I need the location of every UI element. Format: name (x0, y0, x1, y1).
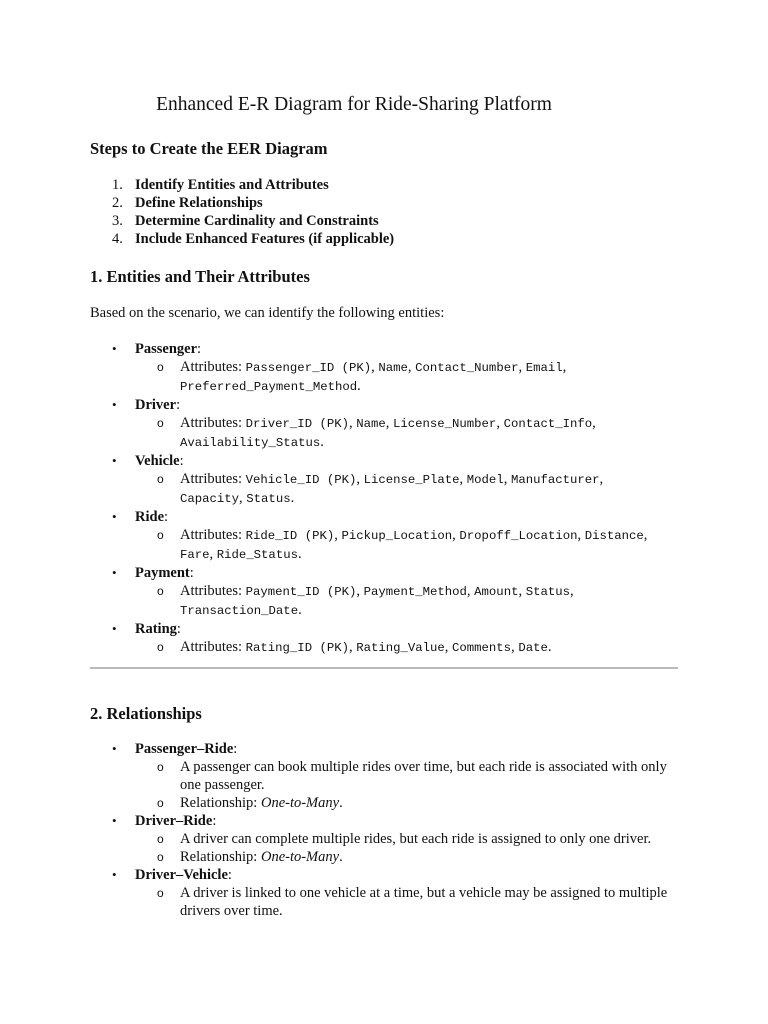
relationship-sublist (135, 830, 690, 866)
attribute-name: Model (466, 473, 504, 487)
attribute-name: Payment_ID (PK) (245, 585, 357, 599)
entities-heading: 1. Entities and Their Attributes (90, 267, 310, 286)
attribute-name: Rating_Value (356, 641, 445, 655)
attribute-separator: , (569, 583, 574, 599)
attribute-sublist (135, 638, 690, 657)
attribute-separator: , (371, 359, 379, 375)
attribute-name: Passenger_ID (PK) (245, 361, 372, 375)
relationship-description-line (135, 884, 690, 920)
entity-item (90, 564, 690, 620)
bullet-icon: • (112, 341, 117, 356)
relationship-name: Driver–Vehicle (135, 867, 228, 883)
bullet-icon: • (112, 509, 117, 524)
attribute-separator: . (297, 546, 302, 562)
attribute-name: License_Number (393, 417, 497, 431)
relationship-item (90, 740, 690, 812)
sub-bullet-icon: o (157, 584, 164, 598)
relationship-type-prefix: Relationship: (180, 849, 261, 865)
entity-name: Vehicle (135, 453, 180, 469)
entity-name: Driver (135, 397, 177, 413)
document-title: Enhanced E-R Diagram for Ride-Sharing Platform (156, 94, 552, 115)
entity-name: Passenger (135, 341, 198, 357)
attribute-sublist (135, 470, 690, 508)
attribute-name: Preferred_Payment_Method (180, 380, 358, 394)
step-label: Include Enhanced Features (if applicable) (135, 231, 395, 247)
attribute-separator: . (547, 639, 552, 655)
relationship-description: A driver can complete multiple rides, but each ride is assigned to only one driver. (180, 831, 652, 847)
relationship-type-line (135, 848, 690, 866)
bullet-icon: • (112, 453, 117, 468)
relationship-colon: : (233, 741, 238, 757)
attribute-name: Dropoff_Location (459, 529, 578, 543)
entity-colon: : (189, 565, 194, 581)
relationship-item (90, 812, 690, 866)
attribute-name: License_Plate (363, 473, 460, 487)
relationship-description-line (135, 830, 690, 848)
entity-name: Payment (135, 565, 190, 581)
attribute-name: Transaction_Date (180, 604, 299, 618)
attribute-name: Name (378, 361, 408, 375)
entity-colon: : (164, 509, 169, 525)
sub-bullet-icon: o (157, 832, 164, 846)
entity-colon: : (176, 621, 181, 637)
attribute-name: Pickup_Location (341, 529, 453, 543)
attribute-separator: , (356, 471, 364, 487)
step-label: Determine Cardinality and Constraints (135, 213, 379, 229)
attribute-separator: , (599, 471, 604, 487)
attribute-name: Status (525, 585, 570, 599)
relationship-list (90, 740, 690, 920)
relationship-period: . (339, 849, 343, 865)
relationship-description: A driver is linked to one vehicle at a time, but a vehicle may be assigned to multiple drivers over time. (180, 885, 668, 919)
attribute-name: Contact_Number (415, 361, 519, 375)
step-number: 2. (112, 195, 123, 211)
entity-colon: : (179, 453, 184, 469)
attribute-separator: . (290, 490, 295, 506)
attribute-name: Capacity (180, 492, 240, 506)
sub-bullet-icon: o (157, 760, 164, 774)
relationship-type-prefix: Relationship: (180, 795, 261, 811)
attribute-separator: , (385, 415, 393, 431)
attribute-separator: , (452, 527, 460, 543)
sub-bullet-icon: o (157, 796, 164, 810)
attributes-prefix: Attributes: (180, 527, 246, 543)
attribute-line (135, 526, 690, 564)
bullet-icon: • (112, 741, 117, 756)
attribute-separator: . (298, 602, 302, 618)
attribute-separator: , (209, 546, 217, 562)
attributes-prefix: Attributes: (180, 471, 246, 487)
attribute-name: Manufacturer (510, 473, 600, 487)
attribute-name: Vehicle_ID (PK) (245, 473, 357, 487)
attribute-separator: , (503, 471, 511, 487)
step-number: 1. (112, 177, 123, 193)
step-item (90, 212, 394, 230)
attribute-separator: , (334, 527, 342, 543)
sub-bullet-icon: o (157, 472, 164, 486)
attribute-line (135, 470, 690, 508)
attributes-prefix: Attributes: (180, 359, 246, 375)
attribute-separator: , (577, 527, 585, 543)
attribute-sublist (135, 582, 690, 620)
relationship-name: Driver–Ride (135, 813, 213, 829)
bullet-icon: • (112, 813, 117, 828)
relationship-sublist (135, 884, 690, 920)
attribute-separator: , (348, 415, 357, 431)
attribute-sublist (135, 414, 690, 452)
attribute-separator: , (239, 490, 247, 506)
entity-item (90, 508, 690, 564)
sub-bullet-icon: o (157, 416, 164, 430)
attribute-name: Name (356, 417, 386, 431)
attribute-name: Contact_Info (503, 417, 593, 431)
attribute-line (135, 358, 690, 396)
relationship-sublist (135, 758, 690, 812)
relationships-heading: 2. Relationships (90, 704, 202, 723)
relationship-description: A passenger can book multiple rides over time, but each ride is associated with only one passenger. (180, 759, 667, 793)
entity-name: Rating (135, 621, 177, 637)
attribute-separator: , (496, 415, 504, 431)
relationship-colon: : (227, 867, 232, 883)
attribute-separator: , (466, 583, 475, 599)
relationship-type: One-to-Many (260, 795, 340, 811)
attribute-separator: . (357, 378, 361, 394)
entities-intro: Based on the scenario, we can identify the following entities: (90, 305, 445, 321)
sub-bullet-icon: o (157, 360, 164, 374)
attribute-name: Fare (180, 548, 210, 562)
attribute-sublist (135, 358, 690, 396)
relationship-colon: : (212, 813, 217, 829)
entity-colon: : (197, 341, 202, 357)
attribute-separator: , (407, 359, 416, 375)
attribute-name: Payment_Method (363, 585, 467, 599)
horizontal-divider (90, 667, 678, 669)
relationship-name: Passenger–Ride (135, 741, 234, 757)
attribute-separator: , (592, 415, 596, 431)
entity-name: Ride (135, 509, 164, 525)
attribute-separator: , (348, 639, 357, 655)
step-item (90, 194, 394, 212)
attribute-separator: , (562, 359, 567, 375)
relationship-item (90, 866, 690, 920)
attribute-separator: , (356, 583, 364, 599)
entity-item (90, 620, 690, 657)
relationship-type-line (135, 794, 690, 812)
attribute-separator: , (511, 639, 519, 655)
entity-item (90, 340, 690, 396)
entity-item (90, 452, 690, 508)
step-item (90, 230, 394, 248)
relationship-type: One-to-Many (260, 849, 340, 865)
sub-bullet-icon: o (157, 886, 164, 900)
attribute-name: Email (525, 361, 563, 375)
attribute-name: Date (518, 641, 548, 655)
attribute-sublist (135, 526, 690, 564)
steps-heading: Steps to Create the EER Diagram (90, 139, 328, 158)
entity-item (90, 396, 690, 452)
entity-colon: : (176, 397, 181, 413)
entity-list (90, 340, 690, 657)
attributes-prefix: Attributes: (180, 583, 246, 599)
attribute-name: Ride_Status (216, 548, 298, 562)
attributes-prefix: Attributes: (180, 415, 246, 431)
step-item (90, 176, 394, 194)
bullet-icon: • (112, 397, 117, 412)
attribute-name: Distance (584, 529, 644, 543)
attribute-line (135, 582, 690, 620)
bullet-icon: • (112, 621, 117, 636)
attribute-separator: , (459, 471, 467, 487)
step-label: Define Relationships (135, 195, 263, 211)
sub-bullet-icon: o (157, 640, 164, 654)
attributes-prefix: Attributes: (180, 639, 246, 655)
attribute-name: Ride_ID (PK) (245, 529, 335, 543)
steps-list (90, 176, 394, 248)
relationship-period: . (339, 795, 343, 811)
attribute-name: Amount (474, 585, 519, 599)
attribute-separator: , (643, 527, 648, 543)
attribute-line (135, 414, 690, 452)
attribute-name: Rating_ID (PK) (245, 641, 349, 655)
attribute-separator: , (444, 639, 453, 655)
bullet-icon: • (112, 867, 117, 882)
sub-bullet-icon: o (157, 528, 164, 542)
step-label: Identify Entities and Attributes (135, 177, 329, 193)
attribute-separator: , (518, 359, 526, 375)
attribute-name: Driver_ID (PK) (245, 417, 349, 431)
attribute-separator: . (320, 434, 324, 450)
attribute-line (135, 638, 690, 657)
attribute-name: Comments (452, 641, 512, 655)
relationship-description-line (135, 758, 690, 794)
step-number: 4. (112, 231, 123, 247)
attribute-name: Status (246, 492, 291, 506)
bullet-icon: • (112, 565, 117, 580)
step-number: 3. (112, 213, 123, 229)
sub-bullet-icon: o (157, 850, 164, 864)
attribute-separator: , (518, 583, 526, 599)
attribute-name: Availability_Status (180, 436, 321, 450)
